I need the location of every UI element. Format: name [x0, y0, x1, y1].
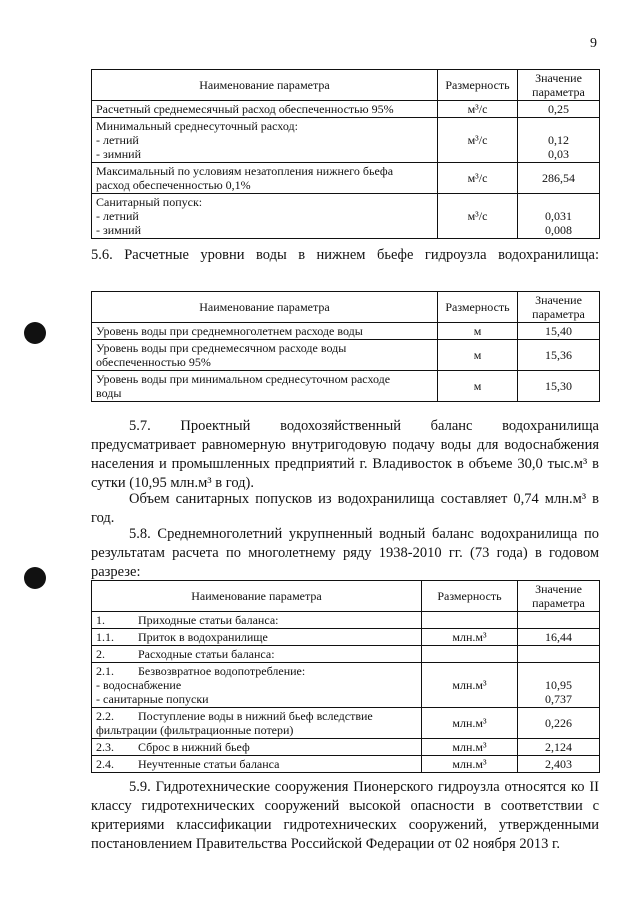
cell-text: 15,40 [545, 324, 572, 338]
cell-text: - летний [96, 209, 139, 223]
cell-value [518, 756, 600, 773]
cell-text: фильтрации (фильтрационные потери) [96, 723, 294, 737]
cell-text: Максимальный по условиям незатопления нижнего бьефа [96, 164, 394, 178]
table-row [92, 163, 600, 194]
cell-line [96, 647, 417, 661]
cell-unit: м³/с [438, 194, 518, 239]
cell-parameter-name [92, 340, 438, 371]
cell-text: 0,03 [548, 147, 569, 161]
cell-text: - летний [96, 133, 139, 147]
cell-text: - водоснабжение [96, 678, 182, 692]
cell-unit: м [438, 340, 518, 371]
cell-text: Расходные статьи баланса: [138, 647, 275, 661]
column-header: Наименование параметра [92, 70, 438, 101]
row-number: 2. [96, 647, 105, 661]
cell-text: Сброс в нижний бьеф [138, 740, 250, 754]
cell-line [96, 630, 417, 644]
cell-text: 16,44 [545, 630, 572, 644]
cell-text: обеспеченностью 95% [96, 355, 211, 369]
cell-parameter-name [92, 663, 422, 708]
cell-text: воды [96, 386, 122, 400]
table-water-levels [91, 291, 600, 402]
cell-unit: млн.м³ [422, 739, 518, 756]
cell-text: 0,12 [548, 133, 569, 147]
row-number: 1. [96, 613, 105, 627]
cell-parameter-name [92, 739, 422, 756]
cell-text: Приходные статьи баланса: [138, 613, 279, 627]
cell-text: 286,54 [542, 171, 575, 185]
row-number: 2.1. [96, 664, 114, 678]
table-row [92, 118, 600, 163]
paragraph-text: Объем санитарных попусков из водохранилища составляет 0,74 млн.м³ в год. [91, 491, 599, 526]
cell-unit: млн.м³ [422, 756, 518, 773]
cell-value [518, 323, 600, 340]
cell-text: Уровень воды при среднемесячном расходе воды [96, 341, 347, 355]
cell-unit: млн.м³ [422, 629, 518, 646]
cell-value [518, 708, 600, 739]
table-row [92, 646, 600, 663]
cell-value [518, 194, 600, 239]
table-flow-parameters [91, 69, 600, 239]
table-row [92, 371, 600, 402]
paragraph-5-8 [91, 525, 599, 582]
cell-parameter-name [92, 629, 422, 646]
column-header: Значение параметра [518, 292, 600, 323]
row-number: 2.3. [96, 740, 114, 754]
table-row [92, 708, 600, 739]
paragraph-text: 5.8. Среднемноголетний укрупненный водный баланс водохранилища по результатам расчета по многолетнему ряду 1938-2010 гг. (73 года) в годовом разрезе: [91, 526, 599, 580]
cell-unit [422, 612, 518, 629]
cell-parameter-name [92, 323, 438, 340]
table-row [92, 629, 600, 646]
paragraph-sanitary [91, 490, 599, 528]
paragraph-5-7 [91, 417, 599, 493]
table-row [92, 663, 600, 708]
cell-text: Приток в водохранилище [138, 630, 268, 644]
cell-text: Уровень воды при среднемноголетнем расходе воды [96, 324, 363, 338]
cell-text: Уровень воды при минимальном среднесуточном расходе [96, 372, 391, 386]
row-number: 1.1. [96, 630, 114, 644]
paragraph-text: 5.9. Гидротехнические сооружения Пионерского гидроузла относятся ко II классу гидротехнических сооружений высокой опасности в соответствии с критериями классификации гидротехнических сооружений, утвержденными постановлением Правительства Российской Федерации от 02 ноября 2013 г. [91, 779, 599, 852]
table-row [92, 323, 600, 340]
cell-parameter-name [92, 756, 422, 773]
table-row [92, 340, 600, 371]
cell-text: 10,95 [545, 678, 572, 692]
cell-text: Безвозвратное водопотребление: [138, 664, 306, 678]
cell-unit: м³/с [438, 101, 518, 118]
table-row [92, 101, 600, 118]
row-number: 2.2. [96, 709, 114, 723]
cell-parameter-name [92, 371, 438, 402]
cell-value [518, 118, 600, 163]
table-row [92, 194, 600, 239]
cell-text [522, 119, 595, 133]
cell-unit: м³/с [438, 163, 518, 194]
cell-text: 0,226 [545, 716, 572, 730]
cell-text: Минимальный среднесуточный расход: [96, 119, 298, 133]
cell-parameter-name [92, 101, 438, 118]
cell-unit: м [438, 371, 518, 402]
cell-value [518, 612, 600, 629]
column-header: Значение параметра [518, 70, 600, 101]
cell-text: - зимний [96, 147, 142, 161]
cell-unit: млн.м³ [422, 708, 518, 739]
cell-text: 2,124 [545, 740, 572, 754]
cell-line [96, 757, 417, 771]
column-header: Размерность [422, 581, 518, 612]
cell-text: Санитарный попуск: [96, 195, 203, 209]
cell-text: расход обеспеченностью 0,1% [96, 178, 251, 192]
cell-unit: млн.м³ [422, 663, 518, 708]
cell-unit: м [438, 323, 518, 340]
cell-value [518, 340, 600, 371]
page-number: 9 [590, 36, 597, 51]
cell-parameter-name [92, 646, 422, 663]
cell-text: - зимний [96, 223, 142, 237]
cell-line [96, 740, 417, 754]
cell-text: 0,25 [548, 102, 569, 116]
column-header: Значение параметра [518, 581, 600, 612]
cell-unit [422, 646, 518, 663]
cell-line [96, 613, 417, 627]
table-row [92, 739, 600, 756]
cell-text: 15,36 [545, 348, 572, 362]
table-row [92, 756, 600, 773]
table-row [92, 612, 600, 629]
cell-parameter-name [92, 194, 438, 239]
cell-line [96, 664, 417, 678]
cell-value [518, 663, 600, 708]
cell-text: 0,008 [545, 223, 572, 237]
cell-value [518, 101, 600, 118]
cell-text [522, 613, 595, 627]
cell-parameter-name [92, 612, 422, 629]
paragraph-text: 5.6. Расчетные уровни воды в нижнем бьефе гидроузла водохранилища: [91, 247, 599, 263]
cell-text: 0,031 [545, 209, 572, 223]
column-header: Размерность [438, 70, 518, 101]
row-number: 2.4. [96, 757, 114, 771]
cell-text: 0,737 [545, 692, 572, 706]
cell-text [522, 647, 595, 661]
cell-line [96, 709, 417, 723]
cell-text: Расчетный среднемесячный расход обеспеченностью 95% [96, 102, 394, 116]
cell-text: Поступление воды в нижний бьеф вследствие [138, 709, 373, 723]
punch-hole-icon [24, 322, 46, 344]
cell-text: 15,30 [545, 379, 572, 393]
paragraph-5-9 [91, 778, 599, 854]
cell-parameter-name [92, 118, 438, 163]
cell-text: - санитарные попуски [96, 692, 209, 706]
cell-parameter-name [92, 163, 438, 194]
cell-text [522, 664, 595, 678]
cell-text: Неучтенные статьи баланса [138, 757, 280, 771]
column-header: Размерность [438, 292, 518, 323]
cell-parameter-name [92, 708, 422, 739]
paragraph-text: 5.7. Проектный водохозяйственный баланс водохранилища предусматривает равномерную внутригодовую подачу воды для водоснабжения населения и промышленных предприятий г. Владивосток в объеме 30,0 тыс.м³ в сутки (10,95 млн.м³ в год). [91, 418, 599, 491]
cell-value [518, 629, 600, 646]
cell-text [522, 195, 595, 209]
column-header: Наименование параметра [92, 581, 422, 612]
paragraph-5-6 [91, 246, 599, 265]
table-water-balance [91, 580, 600, 773]
cell-value [518, 646, 600, 663]
cell-value [518, 371, 600, 402]
cell-value [518, 739, 600, 756]
cell-text: 2,403 [545, 757, 572, 771]
punch-hole-icon [24, 567, 46, 589]
column-header: Наименование параметра [92, 292, 438, 323]
cell-value [518, 163, 600, 194]
cell-unit: м³/с [438, 118, 518, 163]
